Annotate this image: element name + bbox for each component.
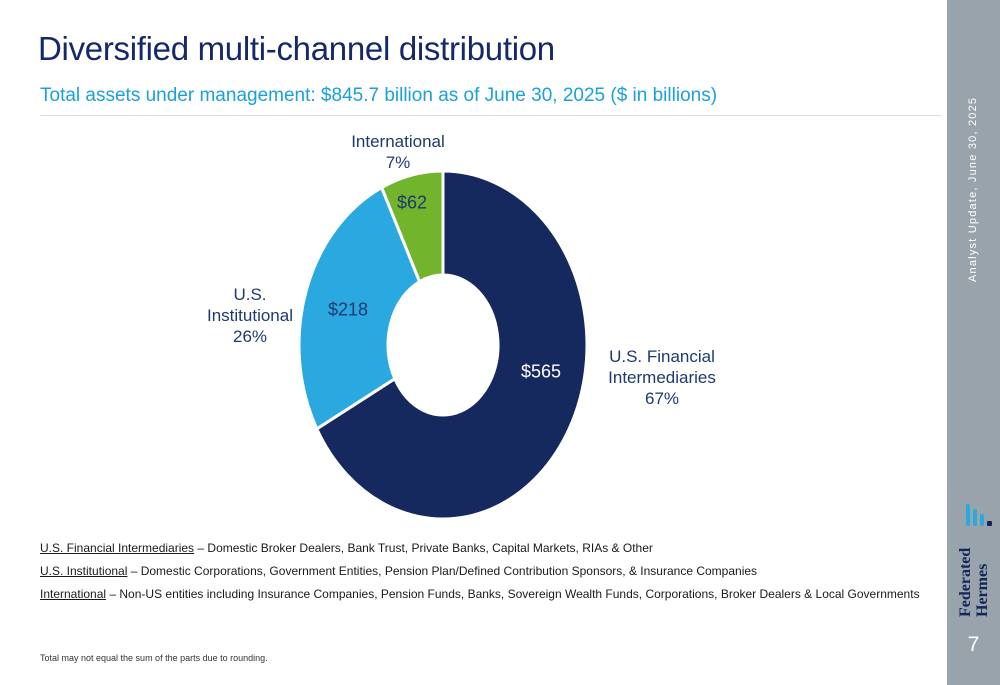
logo-dot-icon [987,521,992,526]
logo-bar-icon [966,504,970,526]
segment-value-label: $565 [520,361,562,382]
segment-callout-2 [323,131,473,173]
segment-label: International [351,132,445,151]
segment-label: U.S. Financial Intermediaries [608,347,716,387]
segment-callout-0 [595,346,729,409]
footnote-term: U.S. Institutional [40,564,128,578]
segment-percent: 7% [385,153,411,172]
federated-hermes-logo-icon [966,503,994,526]
footnote-row [40,564,920,578]
page-subtitle: Total assets under management: $845.7 billion as of June 30, 2025 ($ in billions) [40,85,718,106]
footnote-row [40,587,920,601]
segment-label: U.S. Institutional [207,285,293,325]
footnote-row [40,541,920,555]
footnote-term: International [40,587,107,601]
footnotes [40,541,920,610]
page-title: Diversified multi-channel distribution [38,30,555,67]
page-number: 7 [967,633,980,656]
segment-value-label: $218 [327,299,369,320]
sidebar-vertical-label: Analyst Update, June 30, 2025 [967,96,979,282]
footnote-definition: – Domestic Corporations, Government Entities, Pension Plan/Defined Contribution Sponsors, & Insurance Companies [127,564,758,578]
footnote-definition: – Domestic Broker Dealers, Bank Trust, Private Banks, Capital Markets, RIAs & Other [194,541,653,555]
segment-percent: 67% [644,389,680,408]
footnote-term: U.S. Financial Intermediaries [40,541,195,555]
segment-percent: 26% [232,327,268,346]
footnote-definition: – Non-US entities including Insurance Companies, Pension Funds, Banks, Sovereign Wealth Funds, Corporations, Broker Dealers & Local Governments [106,587,920,601]
logo-line1: Federated [957,547,974,617]
logo-bar-icon [980,514,984,526]
logo-bar-icon [973,509,977,526]
rounding-note: Total may not equal the sum of the parts due to rounding. [40,653,268,663]
federated-hermes-wordmark [957,548,991,617]
logo-line2: Hermes [974,563,991,617]
segment-value-label: $62 [396,192,428,213]
segment-callout-1 [200,284,300,347]
